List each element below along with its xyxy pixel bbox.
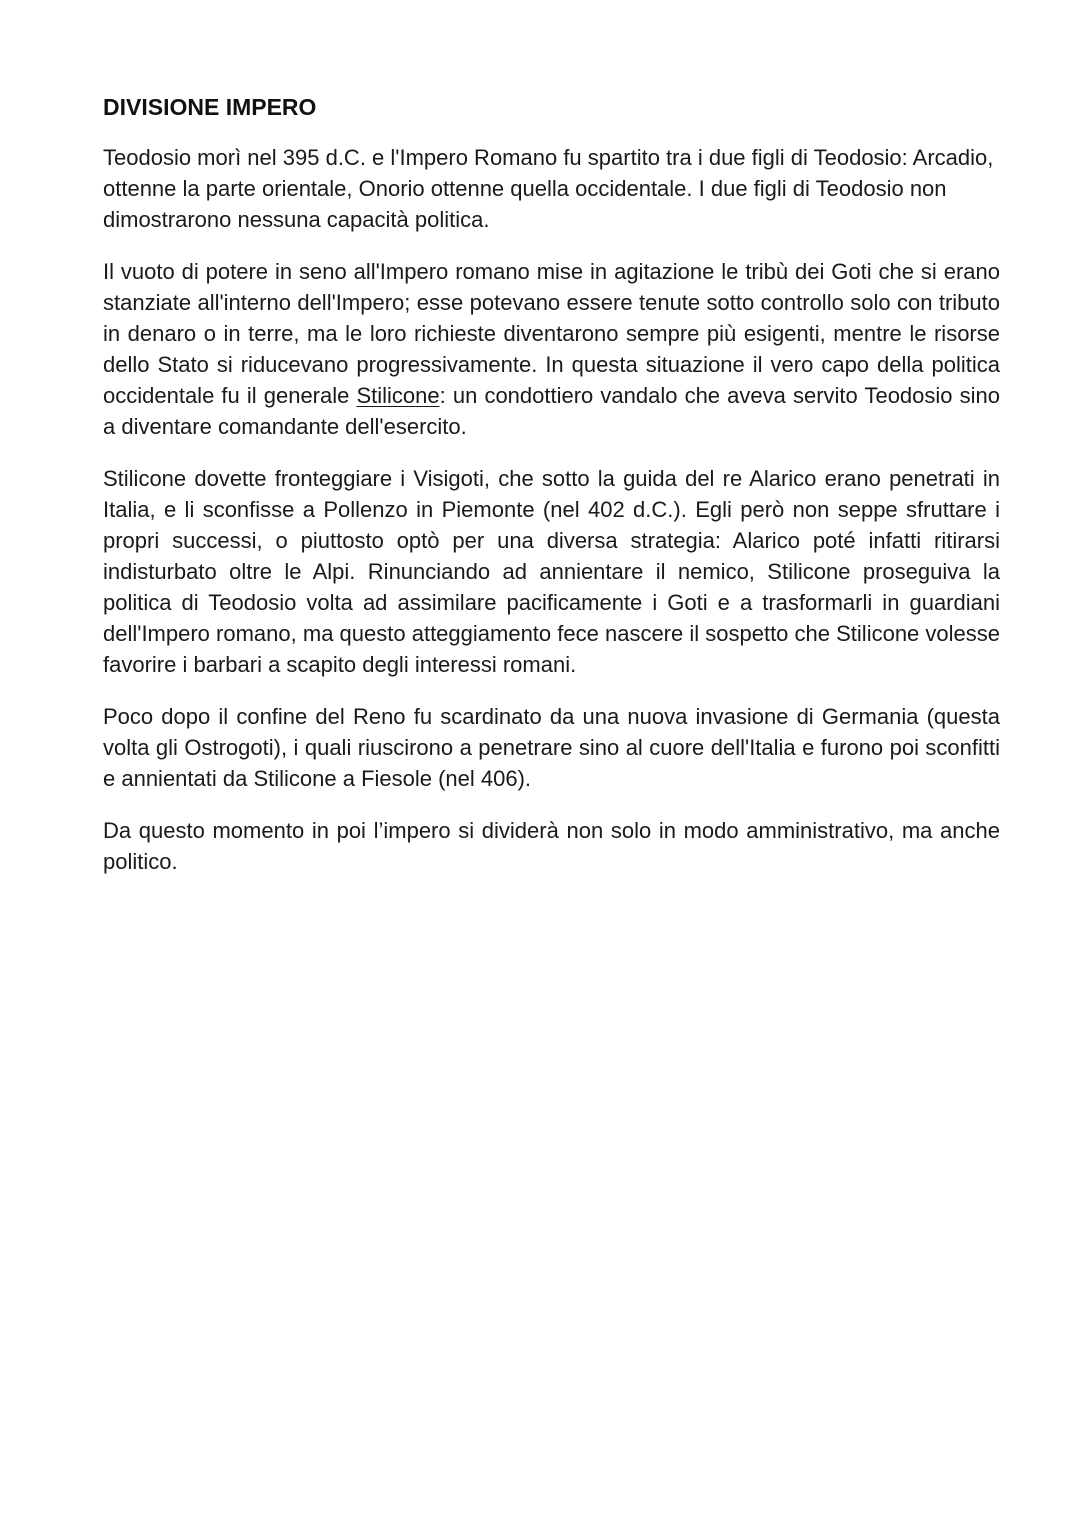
document-title: DIVISIONE IMPERO bbox=[103, 94, 317, 120]
document-page bbox=[103, 92, 1000, 898]
stilicone-underlined-term: Stilicone bbox=[356, 383, 440, 408]
paragraph-conclusion: Da questo momento in poi l’impero si dividerà non solo in modo amministrativo, ma anche politico. bbox=[103, 818, 1000, 874]
paragraph-power-vacuum-text: Il vuoto di potere in seno all'Impero romano mise in agitazione le tribù dei Goti che si erano stanziate all'interno dell'Impero; esse potevano essere tenute sotto controllo solo con tributo in denaro o in terre, ma le loro richieste diventarono sempre più esigenti, mentre le risorse dello Stato si riducevano progressivamente. In questa situazione il vero capo della politica occidentale fu il generale bbox=[103, 259, 1000, 408]
paragraph-visigoths: Stilicone dovette fronteggiare i Visigoti, che sotto la guida del re Alarico erano penetrati in Italia, e li sconfisse a Pollenzo in Piemonte (nel 402 d.C.). Egli però non seppe sfruttare i propri successi, o piuttosto optò per una diversa strategia: Alarico poté infatti ritirarsi indisturbato oltre le Alpi. Rinunciando ad annientare il nemico, Stilicone proseguiva la politica di Teodosio volta ad assimilare pacificamente i Goti e a trasformarli in guardiani dell'Impero romano, ma questo atteggiamento fece nascere il sospetto che Stilicone volesse favorire i barbari a scapito degli interessi romani. bbox=[103, 466, 1000, 677]
paragraph-power-vacuum-tail: : un condottiero vandalo che aveva servito Teodosio sino a diventare comandante dell'esercito. bbox=[103, 383, 1000, 439]
paragraph-division: Teodosio morì nel 395 d.C. e l'Impero Romano fu spartito tra i due figli di Teodosio: Arcadio, ottenne la parte orientale, Onorio ottenne quella occidentale. I due figli di Teodosio non dimostrarono nessuna capacità politica. bbox=[103, 145, 994, 232]
paragraph-ostrogoths: Poco dopo il confine del Reno fu scardinato da una nuova invasione di Germania (questa volta gli Ostrogoti), i quali riuscirono a penetrare sino al cuore dell'Italia e furono poi sconfitti e annientati da Stilicone a Fiesole (nel 406). bbox=[103, 704, 1000, 791]
paragraph-power-vacuum bbox=[103, 256, 1000, 442]
